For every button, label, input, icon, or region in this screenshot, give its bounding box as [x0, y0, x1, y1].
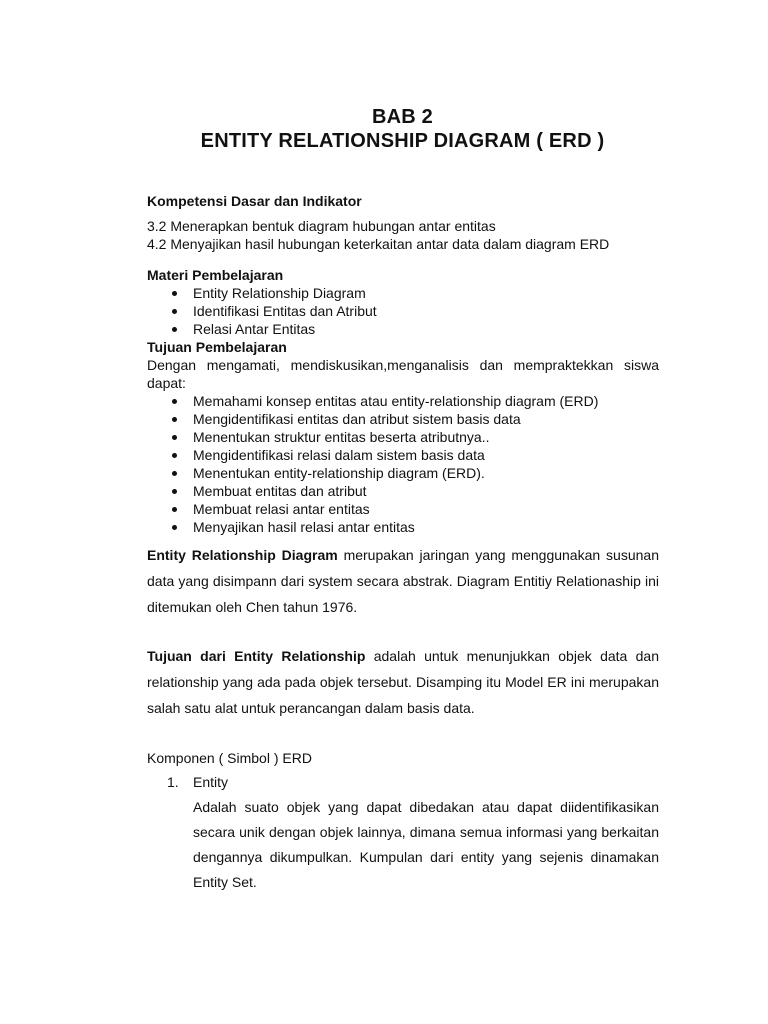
erd-purpose-term: Tujuan dari Entity Relationship [147, 648, 366, 664]
tujuan-list [147, 392, 659, 536]
list-item: Menentukan struktur entitas beserta atributnya.. [147, 428, 659, 446]
tujuan-intro: Dengan mengamati, mendiskusikan,menganalisis dan mempraktekkan siswa dapat: [147, 357, 659, 391]
bullet-icon [172, 453, 177, 458]
bullet-icon [172, 525, 177, 530]
kompetensi-item: 3.2 Menerapkan bentuk diagram hubungan antar entitas [147, 218, 496, 234]
bullet-icon [172, 399, 177, 404]
erd-definition-text: merupakan jaringan yang menggunakan susunan data yang disimpann dari system secara abstrak. Diagram Entitiy Relationaship ini ditemukan oleh Chen tahun 1976. [147, 547, 659, 615]
list-item: Entity Relationship Diagram [147, 284, 659, 302]
kompetensi-item: 4.2 Menyajikan hasil hubungan keterkaitan antar data dalam diagram ERD [147, 236, 610, 252]
erd-purpose-paragraph [147, 643, 659, 721]
list-item: Mengidentifikasi relasi dalam sistem basis data [147, 446, 659, 464]
list-item: Memahami konsep entitas atau entity-relationship diagram (ERD) [147, 392, 659, 410]
item-title: Entity [193, 774, 229, 790]
list-item: Relasi Antar Entitas [147, 320, 659, 338]
bullet-icon [172, 489, 177, 494]
erd-term: Entity Relationship Diagram [147, 547, 338, 563]
item-number: 1. [167, 774, 179, 790]
list-item: Menentukan entity-relationship diagram (ERD). [147, 464, 659, 482]
materi-section [147, 266, 659, 536]
komponen-heading: Komponen ( Simbol ) ERD [147, 750, 312, 766]
kompetensi-heading: Kompetensi Dasar dan Indikator [147, 193, 362, 209]
bullet-icon [172, 291, 177, 296]
kompetensi-section [147, 192, 659, 253]
list-item: Menyajikan hasil relasi antar entitas [147, 518, 659, 536]
materi-heading: Materi Pembelajaran [147, 267, 284, 283]
list-item: Membuat entitas dan atribut [147, 482, 659, 500]
list-item: Membuat relasi antar entitas [147, 500, 659, 518]
bullet-icon [172, 507, 177, 512]
list-item: Mengidentifikasi entitas dan atribut sistem basis data [147, 410, 659, 428]
erd-purpose-text: adalah untuk menunjukkan objek data dan relationship yang ada pada objek tersebut. Disamping itu Model ER ini merupakan salah satu alat untuk perancangan dalam basis data. [147, 648, 659, 716]
bullet-icon [172, 309, 177, 314]
bullet-icon [172, 417, 177, 422]
list-item: Identifikasi Entitas dan Atribut [147, 302, 659, 320]
bullet-icon [172, 327, 177, 332]
list-item [147, 772, 659, 792]
bullet-icon [172, 471, 177, 476]
tujuan-heading: Tujuan Pembelajaran [147, 339, 287, 355]
bullet-icon [172, 435, 177, 440]
komponen-list [147, 772, 659, 895]
chapter-number: BAB 2 [371, 106, 433, 128]
chapter-name: ENTITY RELATIONSHIP DIAGRAM ( ERD ) [200, 130, 605, 152]
materi-list [147, 284, 659, 338]
item-body: Adalah suato objek yang dapat dibedakan atau dapat diidentifikasikan secara unik dengan objek lainnya, dimana semua informasi yang berkaitan dengannya dikumpulkan. Kumpulan dari entity yang sejenis dinamakan Entity Set. [193, 799, 659, 890]
chapter-title [0, 105, 768, 153]
erd-definition-paragraph [147, 542, 659, 620]
